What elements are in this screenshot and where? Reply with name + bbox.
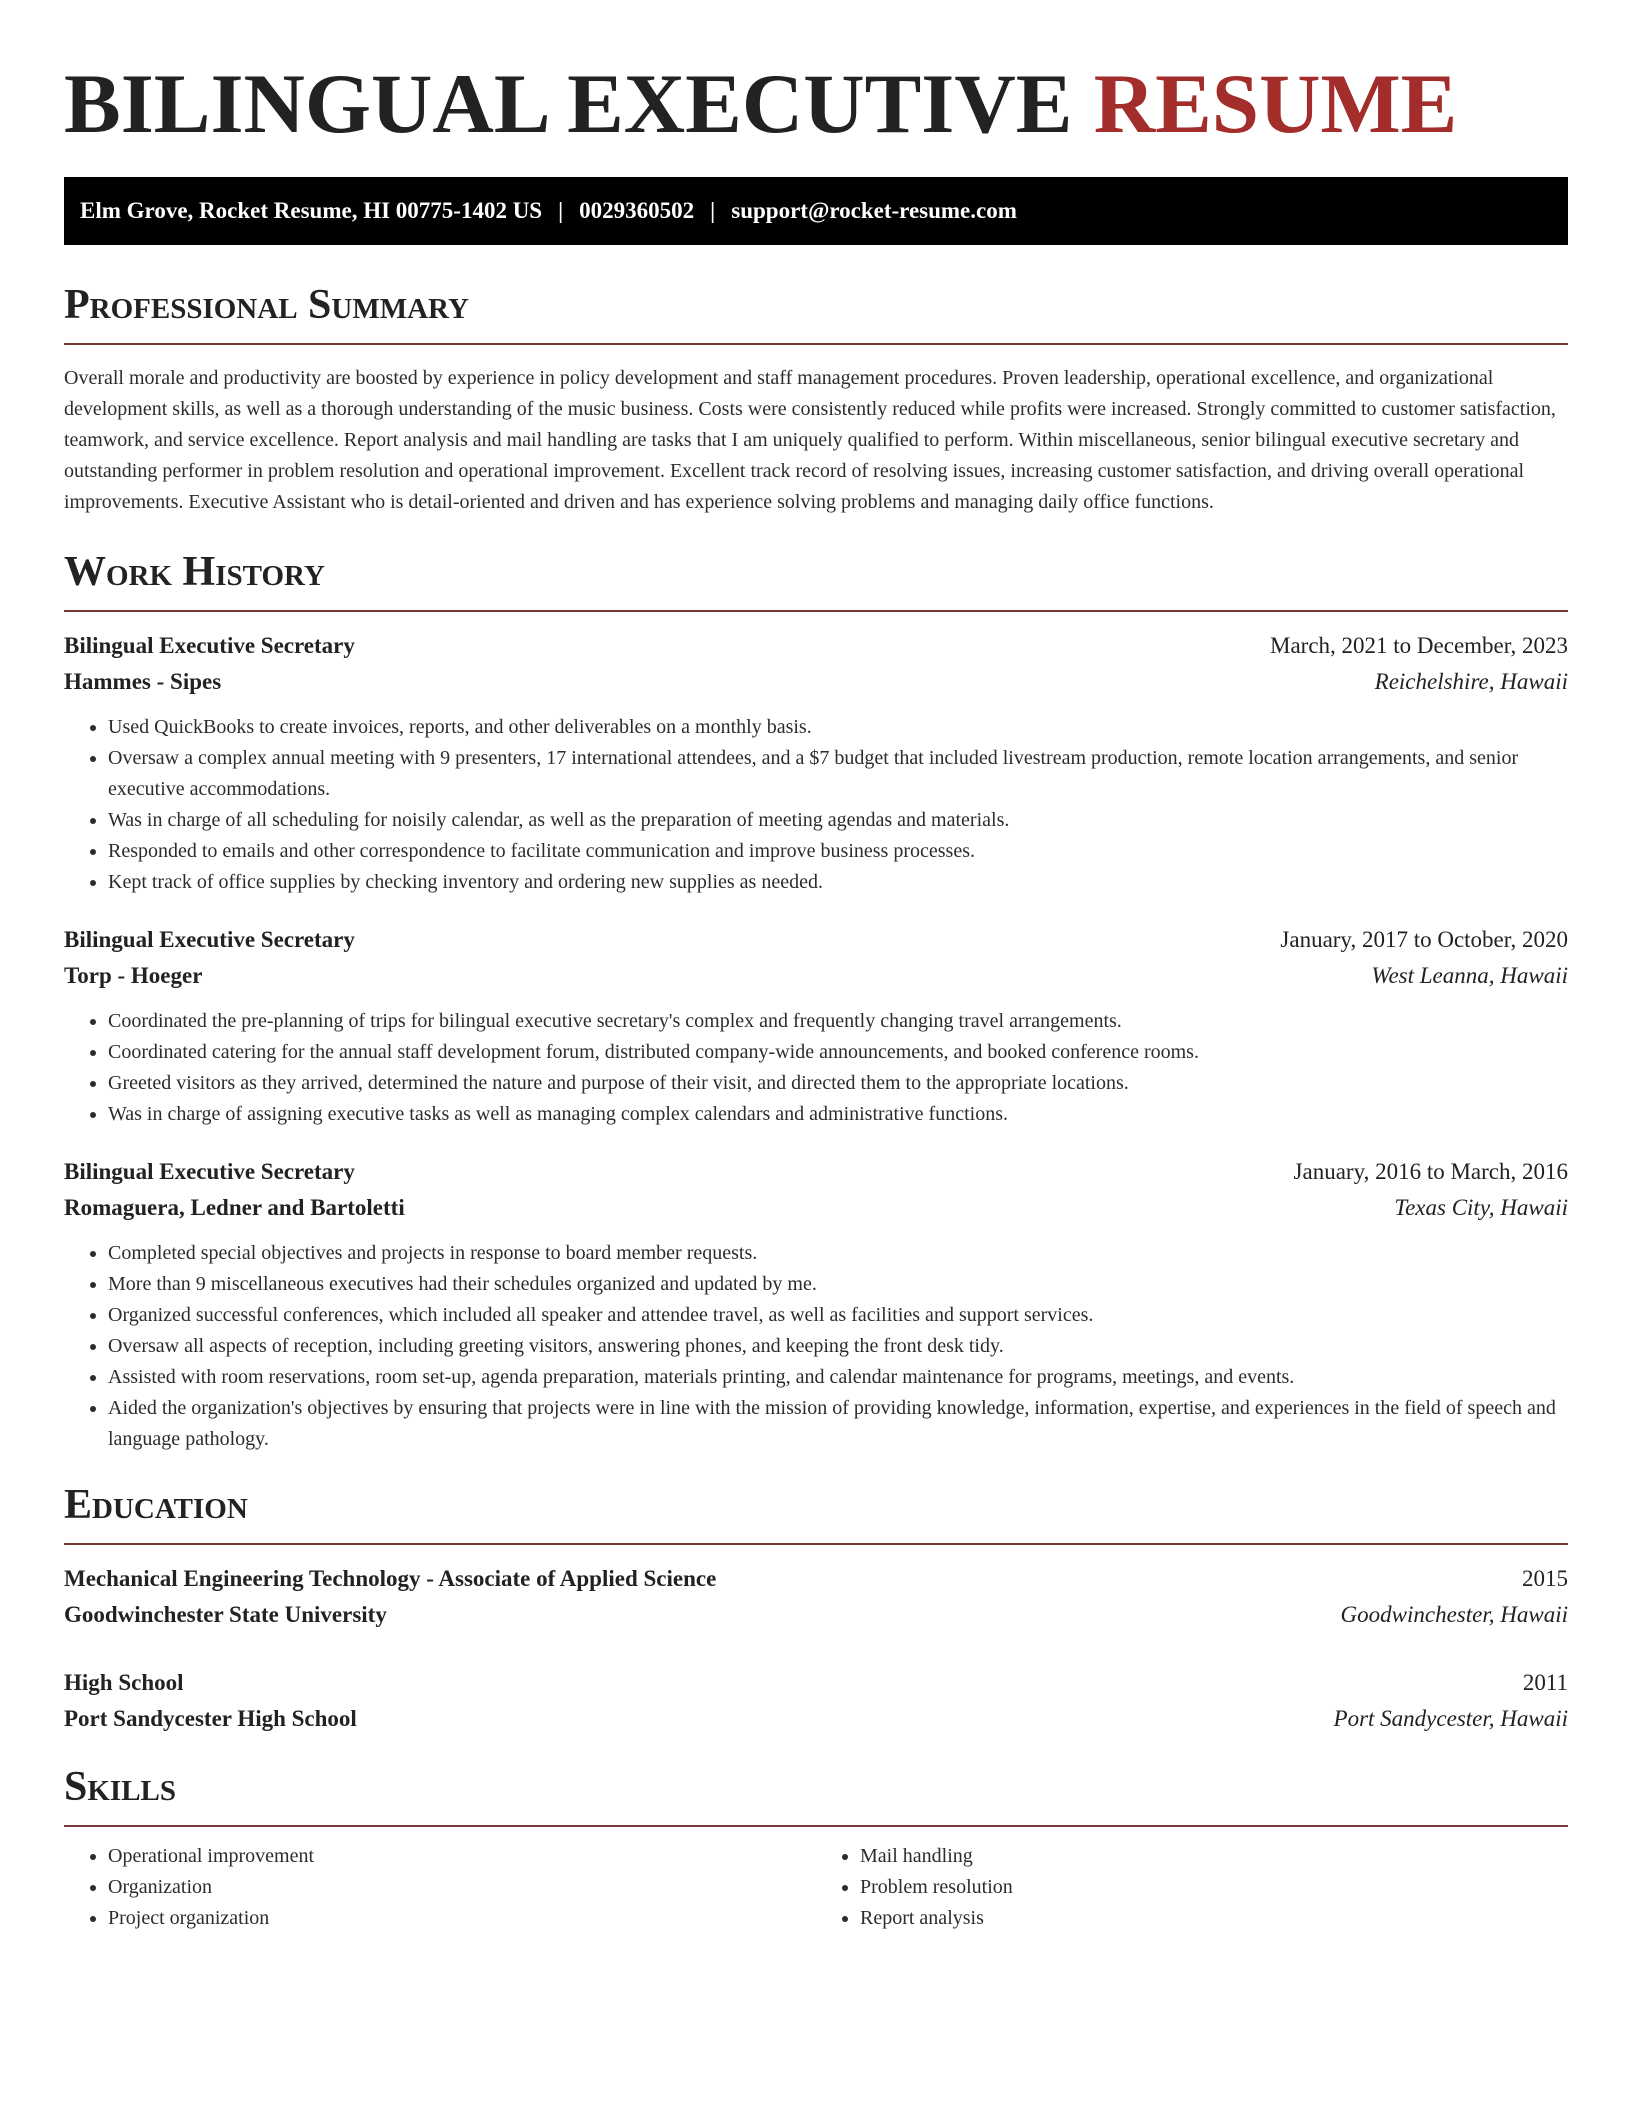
summary-text: Overall morale and productivity are boosted by experience in policy development and staff management procedures. Proven leadership, operational excellence, and organizational development skills, as well as a thorough understanding of the music business. Costs were consistently reduced while profits were increased. Strongly committed to customer satisfaction, teamwork, and service excellence. Report analysis and mail handling are tasks that I am uniquely qualified to perform. Within miscellaneous, senior bilingual executive secretary and outstanding performer in problem resolution and operational improvement. Excellent track record of resolving issues, increasing customer satisfaction, and driving overall operational improvements. Executive Assistant who is detail-oriented and driven and has experience solving problems and managing daily office functions. <box>64 367 1556 513</box>
work-section <box>64 548 1568 1455</box>
job-bullet: • Oversaw a complex annual meeting with 9 presenters, 17 international attendees, and a $7 budget that included livestream production, remote location arrangements, and senior executive accommodations. <box>108 743 1568 805</box>
skill-item: • Organization <box>108 1872 816 1903</box>
work-heading: Work History <box>64 549 325 595</box>
job-header-row <box>64 628 1568 664</box>
job-bullet: • Assisted with room reservations, room set-up, agenda preparation, materials printing, and calendar maintenance for programs, meetings, and events. <box>108 1362 1568 1393</box>
job-title: Bilingual Executive Secretary <box>64 927 355 952</box>
contact-phone: 0029360502 <box>579 198 695 223</box>
skill-item: • Problem resolution <box>860 1872 1568 1903</box>
skill-item: • Report analysis <box>860 1903 1568 1934</box>
job-entry <box>64 1154 1568 1455</box>
job-bullet: • More than 9 miscellaneous executives had their schedules organized and updated by me. <box>108 1269 1568 1300</box>
education-entry <box>64 1561 1568 1633</box>
skills-grid <box>64 1841 1568 1934</box>
job-company: Romaguera, Ledner and Bartoletti <box>64 1195 405 1220</box>
job-bullets <box>64 1006 1568 1130</box>
contact-bar <box>64 177 1568 245</box>
summary-section <box>64 281 1568 518</box>
job-bullet: • Completed special objectives and projects in response to board member requests. <box>108 1238 1568 1269</box>
contact-separator: | <box>558 198 564 223</box>
job-dates: March, 2021 to December, 2023 <box>1270 633 1568 658</box>
job-bullet: • Aided the organization's objectives by ensuring that projects were in line with the mission of providing knowledge, information, expertise, and experiences in the field of speech and language pathology. <box>108 1393 1568 1455</box>
job-bullet: • Oversaw all aspects of reception, including greeting visitors, answering phones, and keeping the front desk tidy. <box>108 1331 1568 1362</box>
job-company: Hammes - Sipes <box>64 669 222 694</box>
resume-title <box>64 56 1568 152</box>
education-school-row <box>64 1701 1568 1737</box>
job-bullet: • Used QuickBooks to create invoices, reports, and other deliverables on a monthly basis. <box>108 712 1568 743</box>
skill-item: • Project organization <box>108 1903 816 1934</box>
section-divider <box>64 343 1568 345</box>
job-dates: January, 2017 to October, 2020 <box>1280 927 1568 952</box>
job-bullet: • Greeted visitors as they arrived, determined the nature and purpose of their visit, and directed them to the appropriate locations. <box>108 1068 1568 1099</box>
education-section <box>64 1481 1568 1737</box>
skills-column-right <box>816 1841 1568 1934</box>
section-divider <box>64 610 1568 612</box>
education-year: 2015 <box>1522 1566 1568 1591</box>
job-bullet: • Coordinated the pre-planning of trips for bilingual executive secretary's complex and frequently changing travel arrangements. <box>108 1006 1568 1037</box>
job-header-row <box>64 1154 1568 1190</box>
education-school: Port Sandycester High School <box>64 1706 357 1731</box>
job-entry <box>64 628 1568 898</box>
education-location: Goodwinchester, Hawaii <box>1340 1602 1568 1627</box>
job-location: Texas City, Hawaii <box>1394 1195 1568 1220</box>
job-bullet: • Kept track of office supplies by checking inventory and ordering new supplies as needed. <box>108 867 1568 898</box>
title-accent: RESUME <box>1093 57 1458 151</box>
job-bullets <box>64 1238 1568 1455</box>
job-bullet: • Organized successful conferences, which included all speaker and attendee travel, as well as facilities and support services. <box>108 1300 1568 1331</box>
job-company-row <box>64 664 1568 700</box>
job-location: Reichelshire, Hawaii <box>1374 669 1568 694</box>
section-divider <box>64 1825 1568 1827</box>
job-bullet: • Coordinated catering for the annual staff development forum, distributed company-wide announcements, and booked conference rooms. <box>108 1037 1568 1068</box>
skills-heading: Skills <box>64 1764 177 1810</box>
job-bullets <box>64 712 1568 898</box>
contact-email: support@rocket-resume.com <box>731 198 1017 223</box>
job-bullet: • Was in charge of assigning executive tasks as well as managing complex calendars and administrative functions. <box>108 1099 1568 1130</box>
summary-heading: Professional Summary <box>64 282 469 328</box>
job-company: Torp - Hoeger <box>64 963 203 988</box>
job-title: Bilingual Executive Secretary <box>64 633 355 658</box>
contact-address: Elm Grove, Rocket Resume, HI 00775-1402 US <box>80 198 543 223</box>
skill-item: • Operational improvement <box>108 1841 816 1872</box>
education-heading: Education <box>64 1482 248 1528</box>
contact-separator: | <box>710 198 716 223</box>
education-school: Goodwinchester State University <box>64 1602 387 1627</box>
education-location: Port Sandycester, Hawaii <box>1333 1706 1568 1731</box>
section-divider <box>64 1543 1568 1545</box>
title-main: BILINGUAL EXECUTIVE <box>64 57 1073 151</box>
job-bullet: • Responded to emails and other correspondence to facilitate communication and improve business processes. <box>108 836 1568 867</box>
education-degree: High School <box>64 1670 184 1695</box>
education-degree: Mechanical Engineering Technology - Associate of Applied Science <box>64 1566 717 1591</box>
skills-section <box>64 1763 1568 1934</box>
skills-column-left <box>64 1841 816 1934</box>
education-degree-row <box>64 1665 1568 1701</box>
education-year: 2011 <box>1522 1670 1568 1695</box>
job-bullet: • Was in charge of all scheduling for noisily calendar, as well as the preparation of meeting agendas and materials. <box>108 805 1568 836</box>
education-school-row <box>64 1597 1568 1633</box>
education-entry <box>64 1665 1568 1737</box>
education-degree-row <box>64 1561 1568 1597</box>
skill-item: • Mail handling <box>860 1841 1568 1872</box>
job-company-row <box>64 958 1568 994</box>
job-company-row <box>64 1190 1568 1226</box>
job-title: Bilingual Executive Secretary <box>64 1159 355 1184</box>
job-location: West Leanna, Hawaii <box>1371 963 1568 988</box>
job-dates: January, 2016 to March, 2016 <box>1293 1159 1568 1184</box>
job-entry <box>64 922 1568 1130</box>
job-header-row <box>64 922 1568 958</box>
